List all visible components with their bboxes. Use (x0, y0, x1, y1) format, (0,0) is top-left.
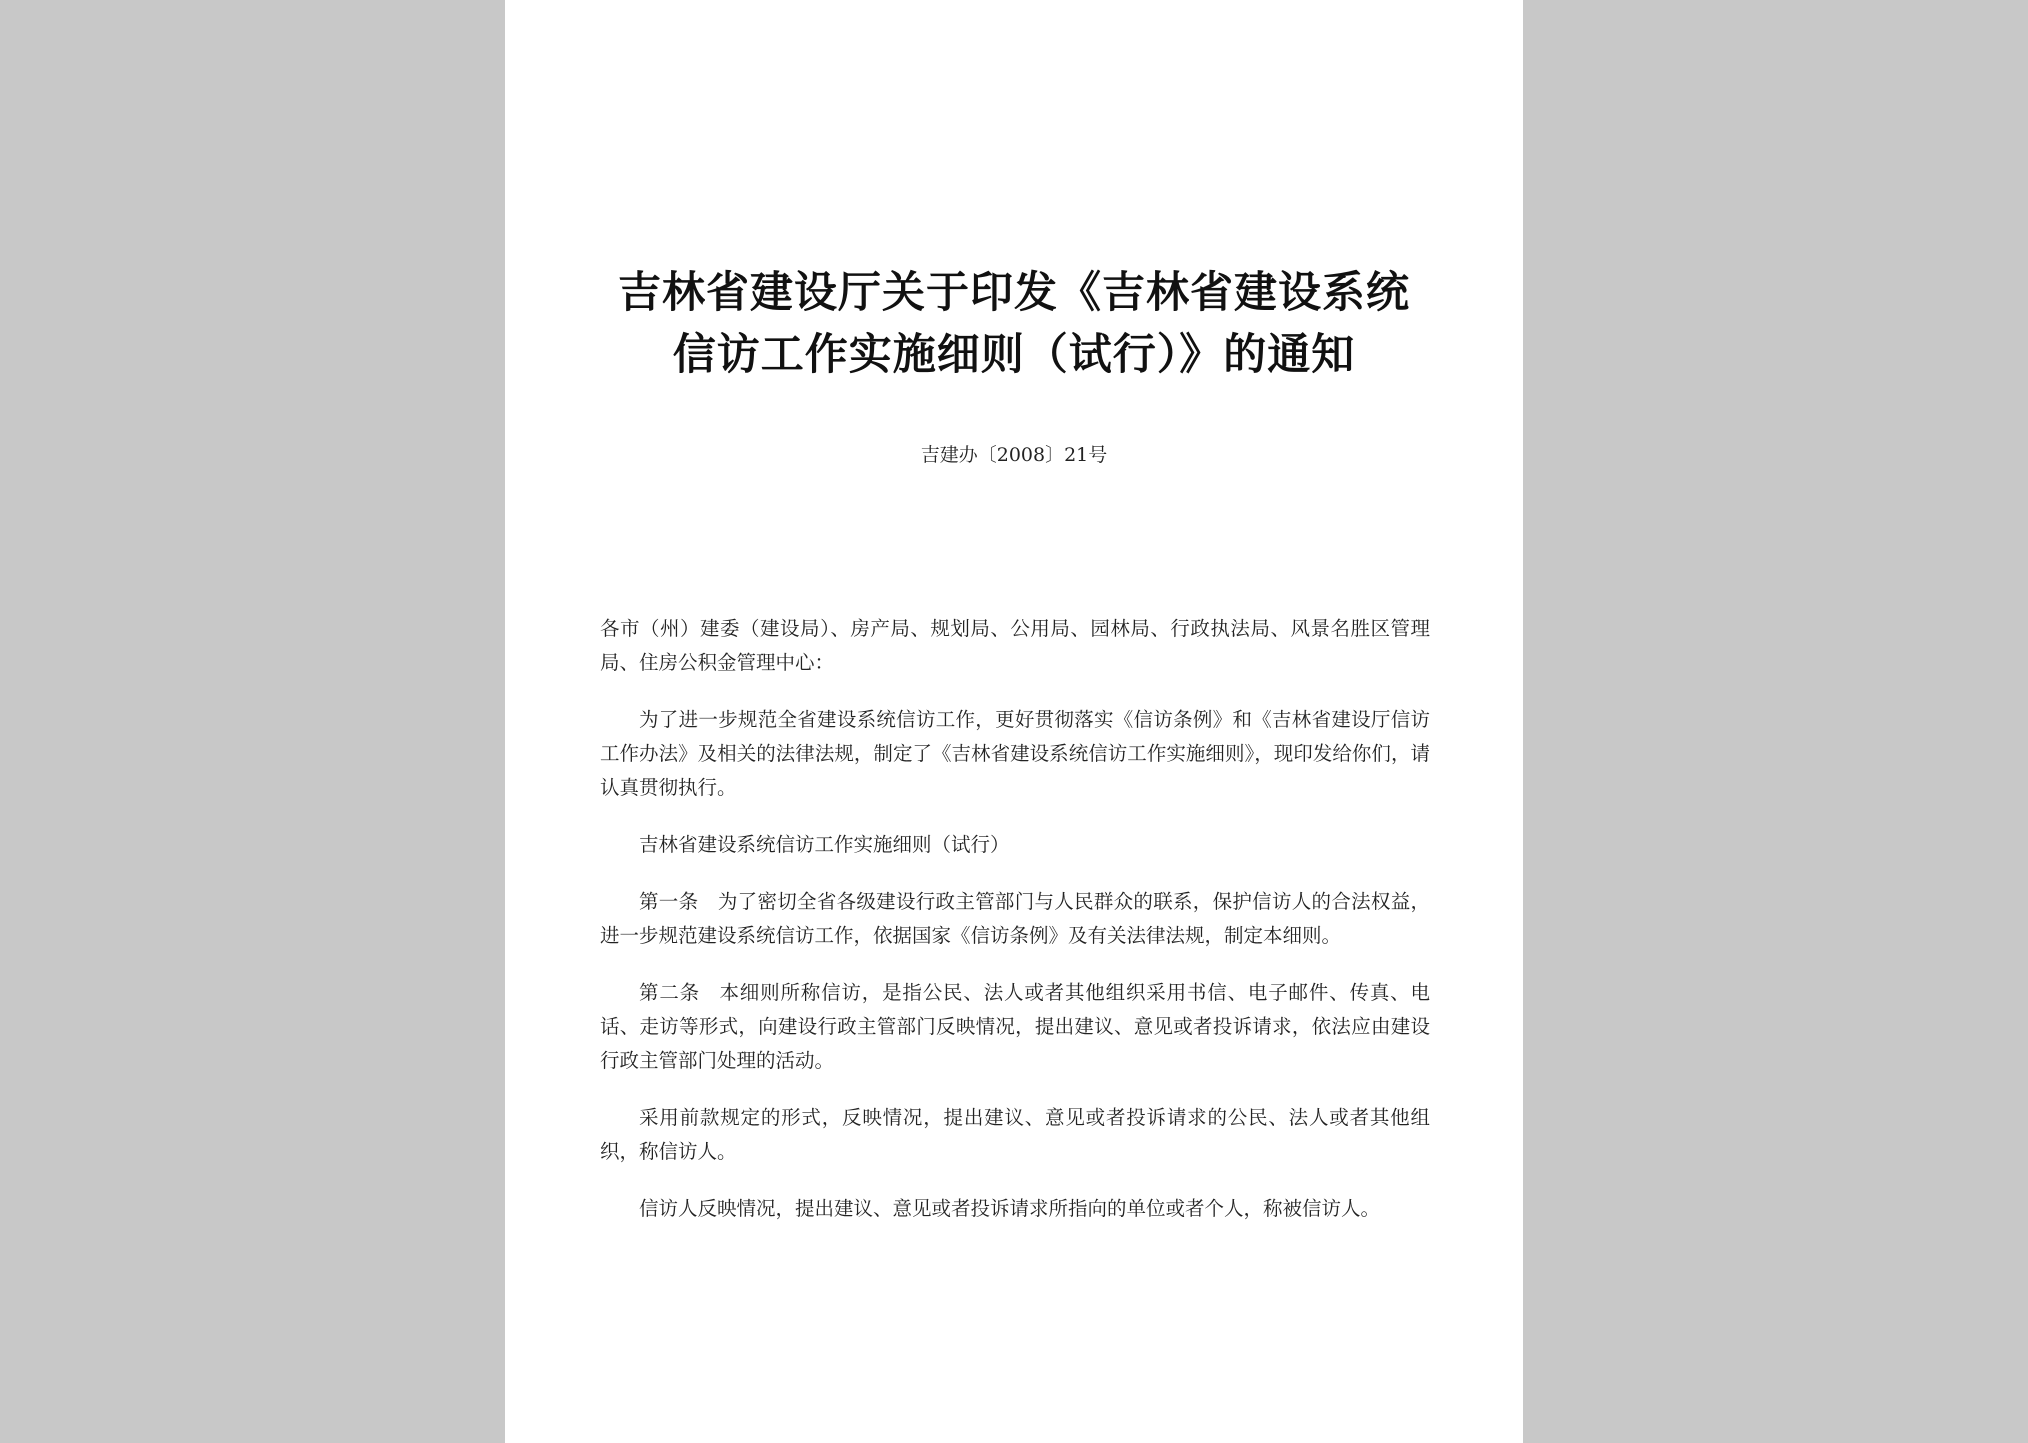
intro-paragraph: 为了进一步规范全省建设系统信访工作，更好贯彻落实《信访条例》和《吉林省建设厅信访工作办法》及相关的法律法规，制定了《吉林省建设系统信访工作实施细则》，现印发给你们，请认真贯彻执行。 (600, 708, 1430, 799)
petitioned-definition-paragraph: 信访人反映情况，提出建议、意见或者投诉请求所指向的单位或者个人，称被信访人。 (639, 1197, 1381, 1220)
article-2-label: 第二条 (639, 981, 700, 1004)
petitioner-definition-paragraph: 采用前款规定的形式，反映情况，提出建议、意见或者投诉请求的公民、法人或者其他组织，称信访人。 (600, 1106, 1430, 1163)
document-title (505, 262, 1523, 386)
document-number: 吉建办〔2008〕21号 (920, 444, 1108, 466)
addressee-paragraph: 各市（州）建委（建设局）、房产局、规划局、公用局、园林局、行政执法局、风景名胜区管理局、住房公积金管理中心： (600, 617, 1430, 674)
article-1-paragraph (600, 885, 1430, 953)
document-title-line-1: 吉林省建设厅关于印发《吉林省建设系统 (618, 268, 1410, 318)
article-2-text: 本细则所称信访，是指公民、法人或者其他组织采用书信、电子邮件、传真、电话、走访等形式，向建设行政主管部门反映情况，提出建议、意见或者投诉请求，依法应由建设行政主管部门处理的活动。 (600, 981, 1430, 1072)
article-2-paragraph (600, 976, 1430, 1078)
document-title-line-2: 信访工作实施细则（试行）》的通知 (672, 330, 1356, 380)
rules-title: 吉林省建设系统信访工作实施细则（试行） (639, 833, 1010, 856)
document-page (505, 0, 1523, 1443)
article-1-text: 为了密切全省各级建设行政主管部门与人民群众的联系，保护信访人的合法权益，进一步规范建设系统信访工作，依据国家《信访条例》及有关法律法规，制定本细则。 (600, 890, 1430, 947)
document-body (600, 612, 1430, 1249)
article-1-label: 第一条 (639, 890, 699, 913)
